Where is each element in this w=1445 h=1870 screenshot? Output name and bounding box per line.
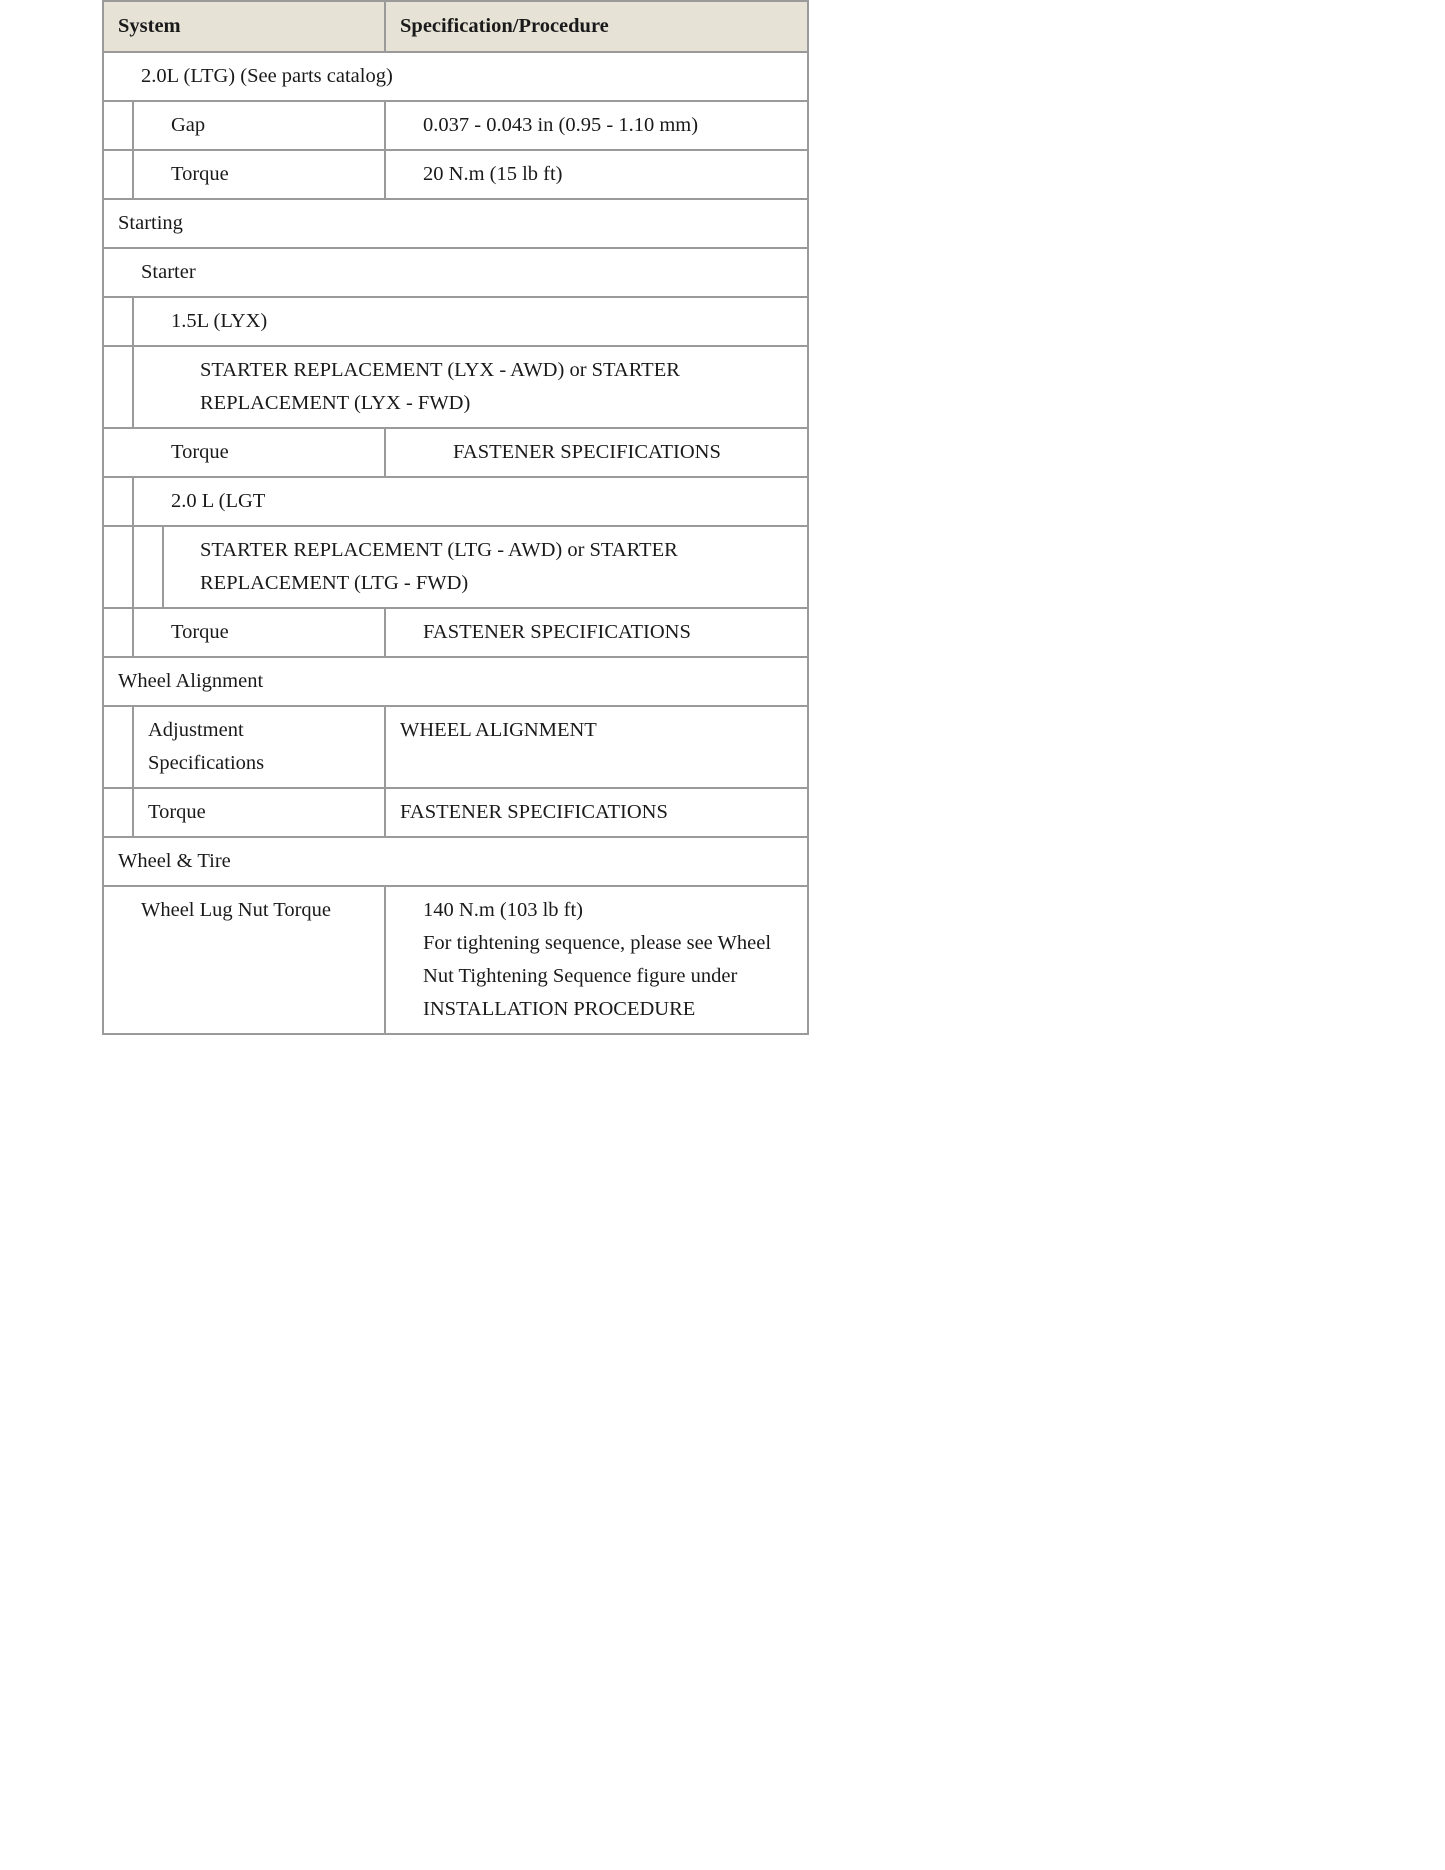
table-row xyxy=(103,101,808,150)
table-row xyxy=(103,428,808,477)
torque-value: FASTENER SPECIFICATIONS xyxy=(385,788,808,837)
starter-heading: Starter xyxy=(103,248,808,297)
gap-value: 0.037 - 0.043 in (0.95 - 1.10 mm) xyxy=(385,101,808,150)
table-row xyxy=(103,886,808,1034)
adjustment-value: WHEEL ALIGNMENT xyxy=(385,706,808,788)
indent-cell xyxy=(103,706,133,788)
indent-cell xyxy=(103,101,133,150)
indent-cell xyxy=(133,526,163,608)
lyx-procedure: STARTER REPLACEMENT (LYX - AWD) or STARTER REPLACEMENT (LYX - FWD) xyxy=(133,346,808,428)
torque-label: Torque xyxy=(133,150,385,199)
section-wheel-tire: Wheel & Tire xyxy=(103,837,808,886)
table-row xyxy=(103,706,808,788)
torque-value: FASTENER SPECIFICATIONS xyxy=(385,608,808,657)
table-row xyxy=(103,150,808,199)
lyx-heading: 1.5L (LYX) xyxy=(133,297,808,346)
torque-label: Torque xyxy=(133,608,385,657)
indent-cell xyxy=(103,788,133,837)
ltg-heading: 2.0L (LTG) (See parts catalog) xyxy=(103,52,808,101)
table-row xyxy=(103,297,808,346)
table-row xyxy=(103,52,808,101)
indent-cell xyxy=(103,477,133,526)
table-row xyxy=(103,248,808,297)
table-row xyxy=(103,788,808,837)
ltg-procedure: STARTER REPLACEMENT (LTG - AWD) or STARTER REPLACEMENT (LTG - FWD) xyxy=(163,526,808,608)
adjustment-label: Adjustment Specifications xyxy=(133,706,385,788)
torque-label: Torque xyxy=(103,428,385,477)
lug-value-torque: 140 N.m (103 lb ft) xyxy=(423,899,584,921)
indent-cell xyxy=(103,346,133,428)
lug-label: Wheel Lug Nut Torque xyxy=(103,886,385,1034)
section-wheel-alignment: Wheel Alignment xyxy=(103,657,808,706)
indent-cell xyxy=(103,608,133,657)
table-row xyxy=(103,199,808,248)
lgt-heading: 2.0 L (LGT xyxy=(133,477,808,526)
spec-table xyxy=(102,0,809,1035)
indent-cell xyxy=(103,297,133,346)
table-row xyxy=(103,477,808,526)
torque-label: Torque xyxy=(133,788,385,837)
table-row xyxy=(103,657,808,706)
header-system: System xyxy=(103,1,385,52)
torque-value: 20 N.m (15 lb ft) xyxy=(385,150,808,199)
indent-cell xyxy=(103,150,133,199)
table-row xyxy=(103,526,808,608)
lug-value-note: For tightening sequence, please see Wheel Nut Tightening Sequence figure under INSTALLATION PROCEDURE xyxy=(423,932,772,1020)
header-spec: Specification/Procedure xyxy=(385,1,808,52)
torque-value: FASTENER SPECIFICATIONS xyxy=(385,428,808,477)
table-row xyxy=(103,837,808,886)
table-row xyxy=(103,608,808,657)
indent-cell xyxy=(103,526,133,608)
lug-value-cell xyxy=(385,886,808,1034)
table-row xyxy=(103,346,808,428)
gap-label: Gap xyxy=(133,101,385,150)
section-starting: Starting xyxy=(103,199,808,248)
table-header-row xyxy=(103,1,808,52)
